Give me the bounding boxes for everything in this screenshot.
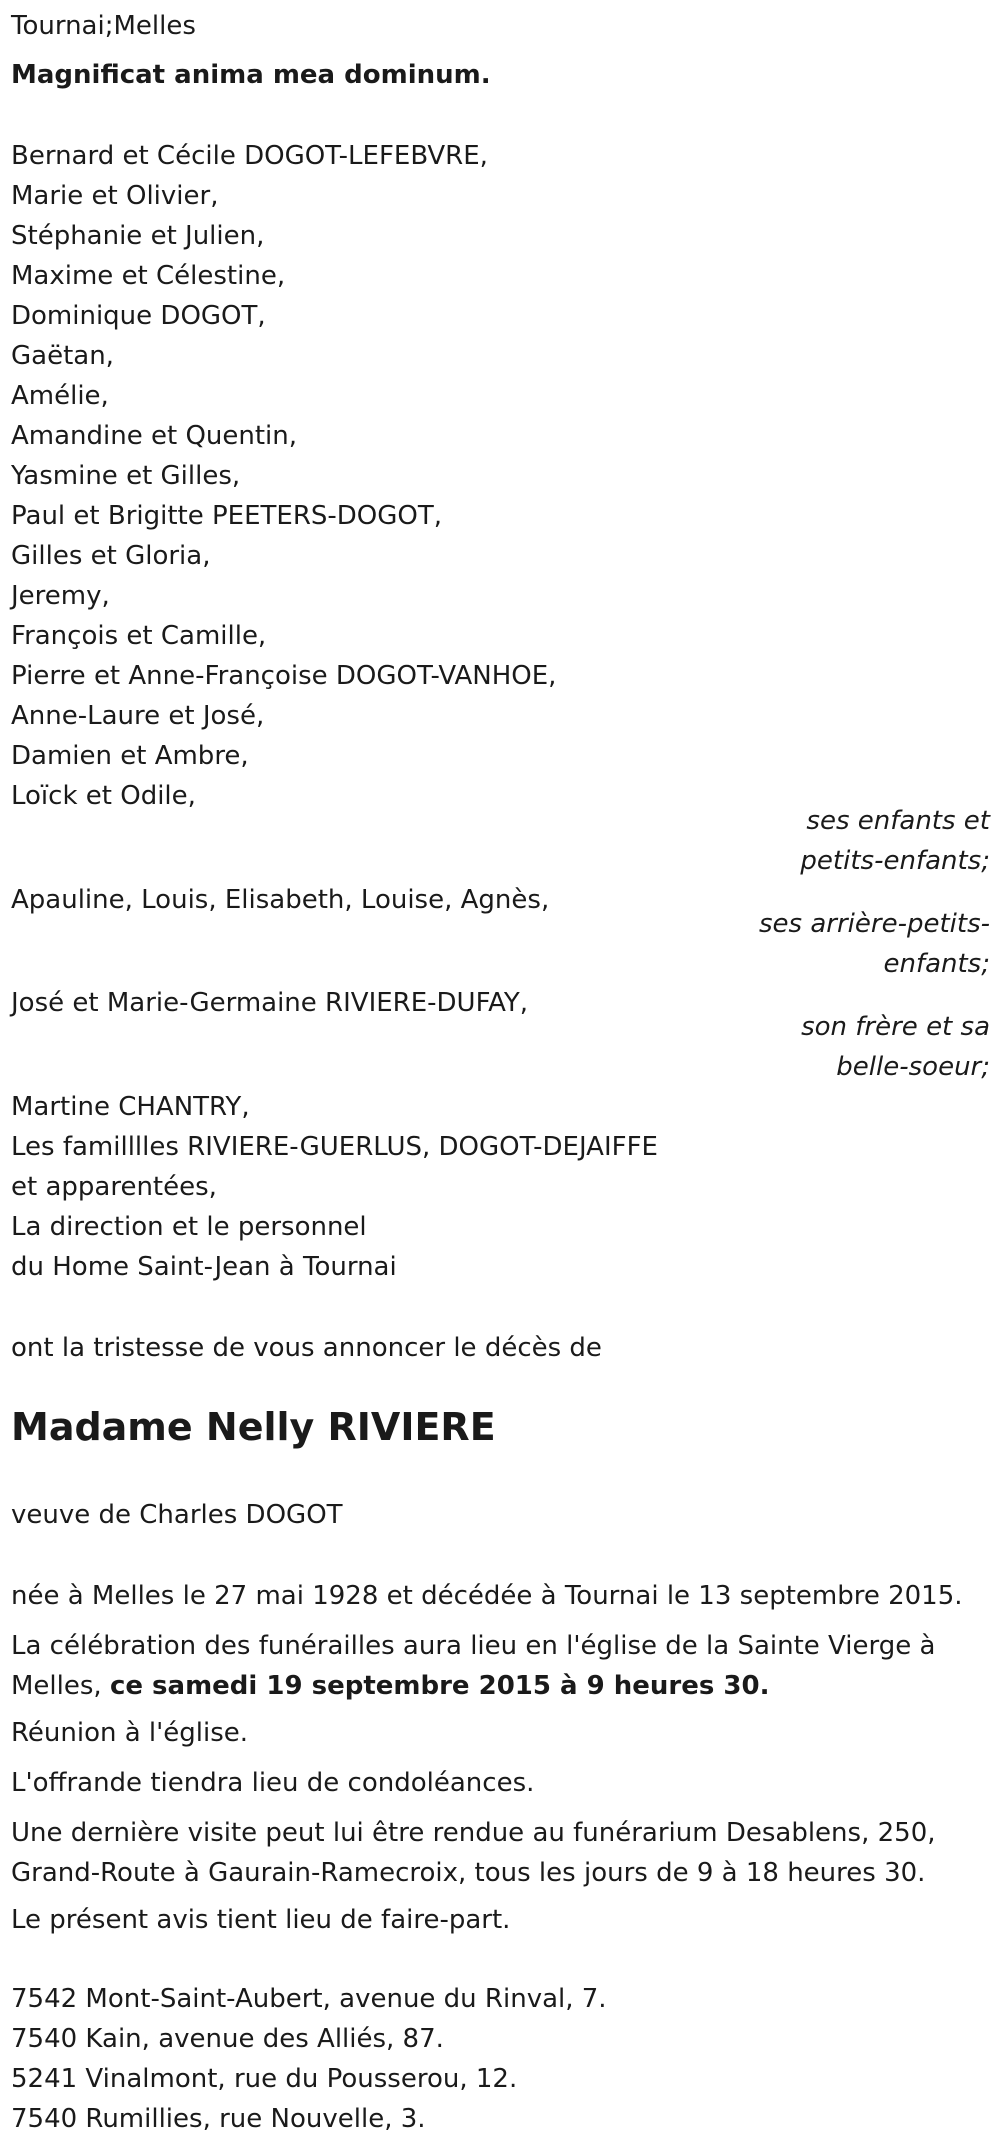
funeral-date: ce samedi 19 septembre 2015 à 9 heures 30. <box>109 1671 770 1701</box>
relation-line: petits-enfants; <box>800 846 990 876</box>
addresses <box>11 1979 607 2139</box>
family-member-line: Les familllles RIVIERE-GUERLUS, DOGOT-DEJAIFFE <box>11 1132 658 1162</box>
family-member-line: Gilles et Gloria, <box>11 541 211 571</box>
funeral-paragraph <box>11 1626 991 1706</box>
meeting: Réunion à l'église. <box>11 1718 249 1748</box>
relation-line: ses enfants et <box>806 806 990 836</box>
motto: Magnificat anima mea dominum. <box>11 60 491 90</box>
visit-paragraph: Une dernière visite peut lui être rendue au funérarium Desablens, 250, Grand-Route à Gaurain-Ramecroix, tous les jours de 9 à 18 heures 30. <box>11 1818 936 1888</box>
deceased-name: Madame Nelly RIVIERE <box>11 1405 496 1449</box>
family-member-line: du Home Saint-Jean à Tournai <box>11 1252 397 1282</box>
family-member-line: Marie et Olivier, <box>11 181 219 211</box>
widow-of: veuve de Charles DOGOT <box>11 1500 343 1530</box>
relation-line: enfants; <box>883 949 990 979</box>
relation-line: belle-soeur; <box>836 1052 990 1082</box>
relation-line: ses arrière-petits- <box>759 909 990 939</box>
relation-children <box>800 801 990 881</box>
family-member-line: Paul et Brigitte PEETERS-DOGOT, <box>11 501 443 531</box>
address-line: 5241 Vinalmont, rue du Pousserou, 12. <box>11 2064 518 2094</box>
family-member-line: Gaëtan, <box>11 341 114 371</box>
family-member-line: Amandine et Quentin, <box>11 421 298 451</box>
family-member-line: Stéphanie et Julien, <box>11 221 265 251</box>
relation-line: son frère et sa <box>801 1012 990 1042</box>
family-member-line: Amélie, <box>11 381 109 411</box>
family-member-line: Maxime et Célestine, <box>11 261 286 291</box>
family-member-line: Damien et Ambre, <box>11 741 249 771</box>
address-line: 7542 Mont-Saint-Aubert, avenue du Rinval, 7. <box>11 1984 607 2014</box>
family-group-1 <box>11 136 556 816</box>
family-group-3: José et Marie-Germaine RIVIERE-DUFAY, <box>11 988 529 1018</box>
family-member-line: Martine CHANTRY, <box>11 1092 250 1122</box>
birth-death: née à Melles le 27 mai 1928 et décédée à Tournai le 13 septembre 2015. <box>11 1581 963 1611</box>
family-member-line: et apparentées, <box>11 1172 217 1202</box>
relation-sibling <box>801 1007 990 1087</box>
family-member-line: Loïck et Odile, <box>11 781 196 811</box>
address-line: 7540 Rumillies, rue Nouvelle, 3. <box>11 2104 426 2134</box>
family-member-line: Yasmine et Gilles, <box>11 461 241 491</box>
family-member-line: Bernard et Cécile DOGOT-LEFEBVRE, <box>11 141 488 171</box>
family-group-4 <box>11 1087 658 1287</box>
notice: Le présent avis tient lieu de faire-part. <box>11 1905 511 1935</box>
family-member-line: La direction et le personnel <box>11 1212 367 1242</box>
family-member-line: François et Camille, <box>11 621 267 651</box>
address-line: 7540 Kain, avenue des Alliés, 87. <box>11 2024 444 2054</box>
offering: L'offrande tiendra lieu de condoléances. <box>11 1768 535 1798</box>
relation-great-grandchildren <box>759 904 990 984</box>
family-member-line: Jeremy, <box>11 581 110 611</box>
funeral-text: La célébration des funérailles aura lieu en l'église de la Sainte Vierge à Melles, <box>11 1631 936 1701</box>
family-member-line: Dominique DOGOT, <box>11 301 266 331</box>
family-group-2: Apauline, Louis, Elisabeth, Louise, Agnès, <box>11 885 550 915</box>
family-member-line: Anne-Laure et José, <box>11 701 265 731</box>
location-line: Tournai;Melles <box>11 11 196 41</box>
family-member-line: Pierre et Anne-Françoise DOGOT-VANHOE, <box>11 661 557 691</box>
announcement: ont la tristesse de vous annoncer le décès de <box>11 1333 602 1363</box>
